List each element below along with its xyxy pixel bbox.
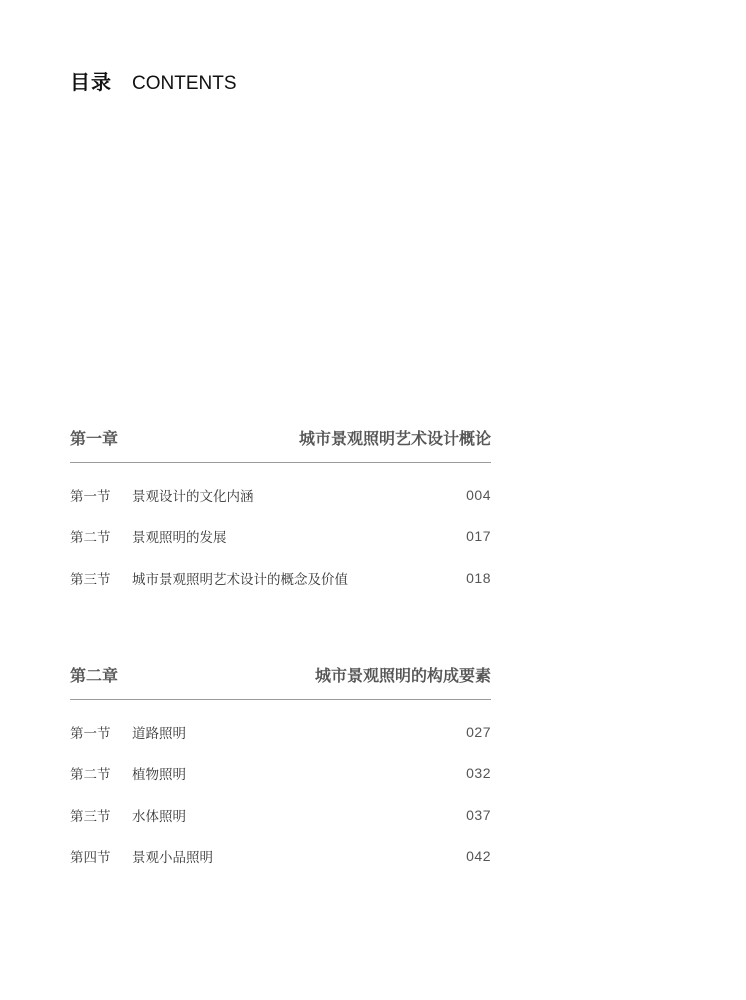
page-number: 032 xyxy=(466,765,491,782)
section-number: 第四节 xyxy=(70,850,111,867)
section-title: 水体照明 xyxy=(132,808,186,825)
section-number: 第三节 xyxy=(70,571,111,588)
toc-entry[interactable] xyxy=(70,557,491,599)
chapter-1 xyxy=(70,422,491,599)
section-list xyxy=(70,711,491,877)
page-header xyxy=(70,66,237,95)
toc-entry[interactable] xyxy=(70,516,491,558)
section-number: 第三节 xyxy=(70,808,111,825)
section-title: 景观设计的文化内涵 xyxy=(132,488,254,505)
chapter-heading xyxy=(70,422,491,463)
page-number: 037 xyxy=(466,806,491,823)
section-number: 第二节 xyxy=(70,530,111,547)
toc-entry[interactable] xyxy=(70,474,491,516)
section-number: 第一节 xyxy=(70,488,111,505)
chapter-2 xyxy=(70,659,491,877)
section-number: 第二节 xyxy=(70,767,111,784)
page-number: 018 xyxy=(466,569,491,586)
chapter-title: 城市景观照明的构成要素 xyxy=(314,665,491,685)
section-number: 第一节 xyxy=(70,725,111,742)
toc-entry[interactable] xyxy=(70,794,491,836)
section-title: 城市景观照明艺术设计的概念及价值 xyxy=(132,571,348,588)
toc-entry[interactable] xyxy=(70,836,491,878)
chapter-number: 第二章 xyxy=(70,665,119,685)
page-title-en: CONTENTS xyxy=(132,73,237,94)
toc-entry[interactable] xyxy=(70,753,491,795)
section-title: 景观小品照明 xyxy=(132,850,213,867)
page-number: 004 xyxy=(466,486,491,503)
page-title-cn: 目录 xyxy=(70,70,112,94)
chapter-title: 城市景观照明艺术设计概论 xyxy=(298,428,491,448)
section-title: 景观照明的发展 xyxy=(132,530,227,547)
page-number: 017 xyxy=(466,528,491,545)
section-title: 植物照明 xyxy=(132,767,186,784)
toc-entry[interactable] xyxy=(70,711,491,753)
chapter-number: 第一章 xyxy=(70,428,119,448)
section-list xyxy=(70,474,491,599)
chapter-heading xyxy=(70,659,491,700)
page-number: 042 xyxy=(466,848,491,865)
section-title: 道路照明 xyxy=(132,725,186,742)
page-number: 027 xyxy=(466,723,491,740)
